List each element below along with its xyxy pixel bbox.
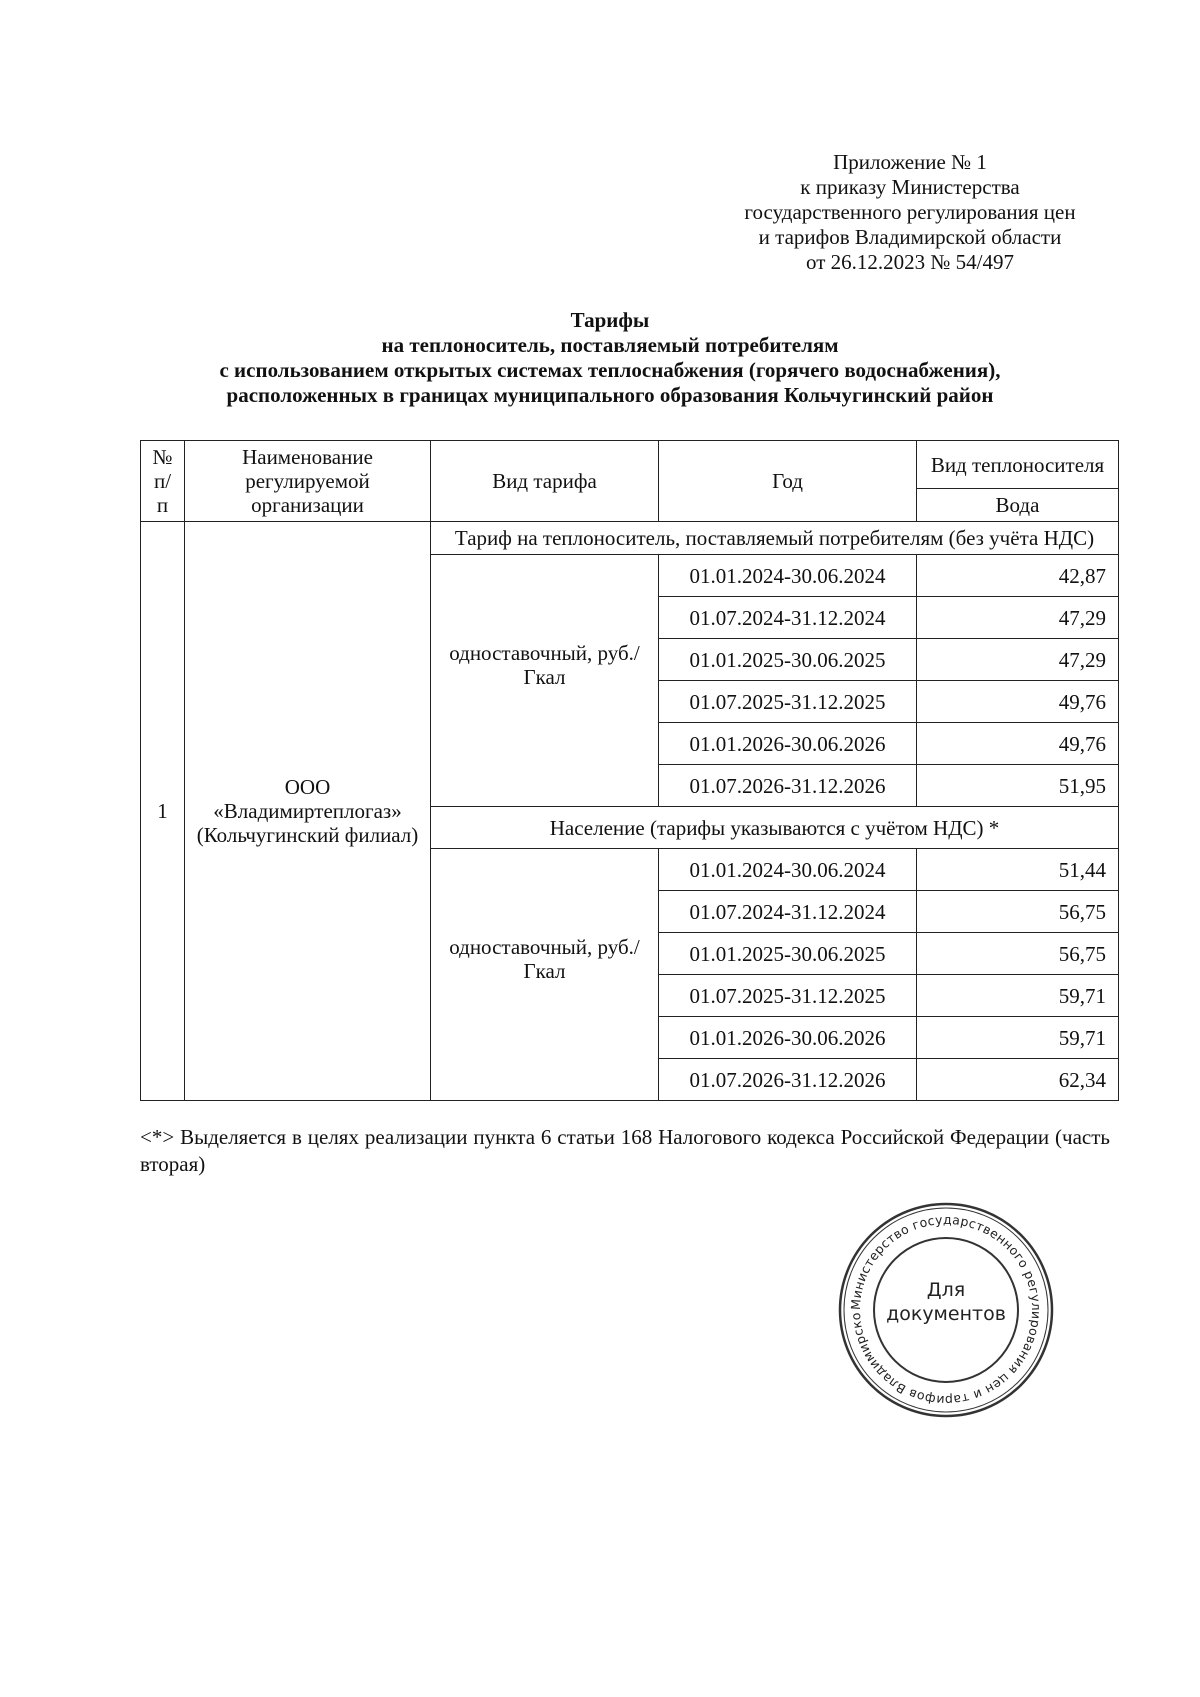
value-cell: 56,75	[917, 933, 1119, 975]
stamp-center-text	[836, 1278, 1056, 1326]
value-cell: 47,29	[917, 597, 1119, 639]
period-cell: 01.07.2026-31.12.2026	[659, 765, 917, 807]
header-num: № п/ п	[141, 441, 185, 522]
title-line: расположенных в границах муниципального образования Кольчугинский район	[226, 383, 994, 407]
appendix-line: Приложение № 1	[833, 150, 987, 174]
tariff-kind: одноставочный, руб./Гкал	[431, 849, 659, 1101]
appendix-line: от 26.12.2023 № 54/497	[805, 250, 1015, 274]
value-cell: 62,34	[917, 1059, 1119, 1101]
footnote: <*> Выделяется в целях реализации пункта 6 статьи 168 Налогового кодекса Российской Федерации (часть вторая)	[140, 1125, 1110, 1176]
period-cell: 01.01.2024-30.06.2024	[659, 849, 917, 891]
period-cell: 01.01.2026-30.06.2026	[659, 1017, 917, 1059]
stamp-ring-text: Министерство государственного регулирования цен и тарифов Владимирско	[847, 1211, 1045, 1409]
value-cell: 51,95	[917, 765, 1119, 807]
row-number: 1	[141, 522, 185, 1101]
value-cell: 51,44	[917, 849, 1119, 891]
value-cell: 59,71	[917, 975, 1119, 1017]
value-cell: 47,29	[917, 639, 1119, 681]
value-cell: 49,76	[917, 723, 1119, 765]
appendix-reference	[740, 150, 1080, 275]
stamp-center-line: Для	[926, 1279, 966, 1301]
official-stamp	[836, 1200, 1056, 1420]
tariff-kind: одноставочный, руб./Гкал	[431, 555, 659, 807]
title-line: на теплоноситель, поставляемый потребителям	[381, 333, 839, 357]
value-cell: 59,71	[917, 1017, 1119, 1059]
value-cell: 49,76	[917, 681, 1119, 723]
document-title	[120, 308, 1100, 408]
period-cell: 01.01.2024-30.06.2024	[659, 555, 917, 597]
header-carrier: Вид теплоносителя	[917, 441, 1119, 489]
period-cell: 01.07.2025-31.12.2025	[659, 681, 917, 723]
period-cell: 01.01.2025-30.06.2025	[659, 639, 917, 681]
appendix-line: и тарифов Владимирской области	[758, 225, 1062, 249]
title-line: Тарифы	[570, 308, 650, 332]
section-title-population: Население (тарифы указываются с учётом НДС) *	[431, 807, 1119, 849]
period-cell: 01.07.2025-31.12.2025	[659, 975, 917, 1017]
section-title-tariff: Тариф на теплоноситель, поставляемый потребителям (без учёта НДС)	[431, 522, 1119, 555]
header-org: Наименование регулируемой организации	[185, 441, 431, 522]
header-water: Вода	[917, 489, 1119, 522]
period-cell: 01.01.2025-30.06.2025	[659, 933, 917, 975]
appendix-line: к приказу Министерства	[800, 175, 1020, 199]
header-tariff-type: Вид тарифа	[431, 441, 659, 522]
organization-name: ООО «Владимиртеплогаз» (Кольчугинский филиал)	[185, 522, 431, 1101]
stamp-center-line: документов	[886, 1303, 1006, 1325]
header-year: Год	[659, 441, 917, 522]
period-cell: 01.07.2024-31.12.2024	[659, 891, 917, 933]
value-cell: 56,75	[917, 891, 1119, 933]
value-cell: 42,87	[917, 555, 1119, 597]
period-cell: 01.07.2024-31.12.2024	[659, 597, 917, 639]
title-line: с использованием открытых системах теплоснабжения (горячего водоснабжения),	[219, 358, 1001, 382]
period-cell: 01.07.2026-31.12.2026	[659, 1059, 917, 1101]
period-cell: 01.01.2026-30.06.2026	[659, 723, 917, 765]
tariffs-table	[140, 440, 1119, 1101]
appendix-line: государственного регулирования цен	[744, 200, 1076, 224]
